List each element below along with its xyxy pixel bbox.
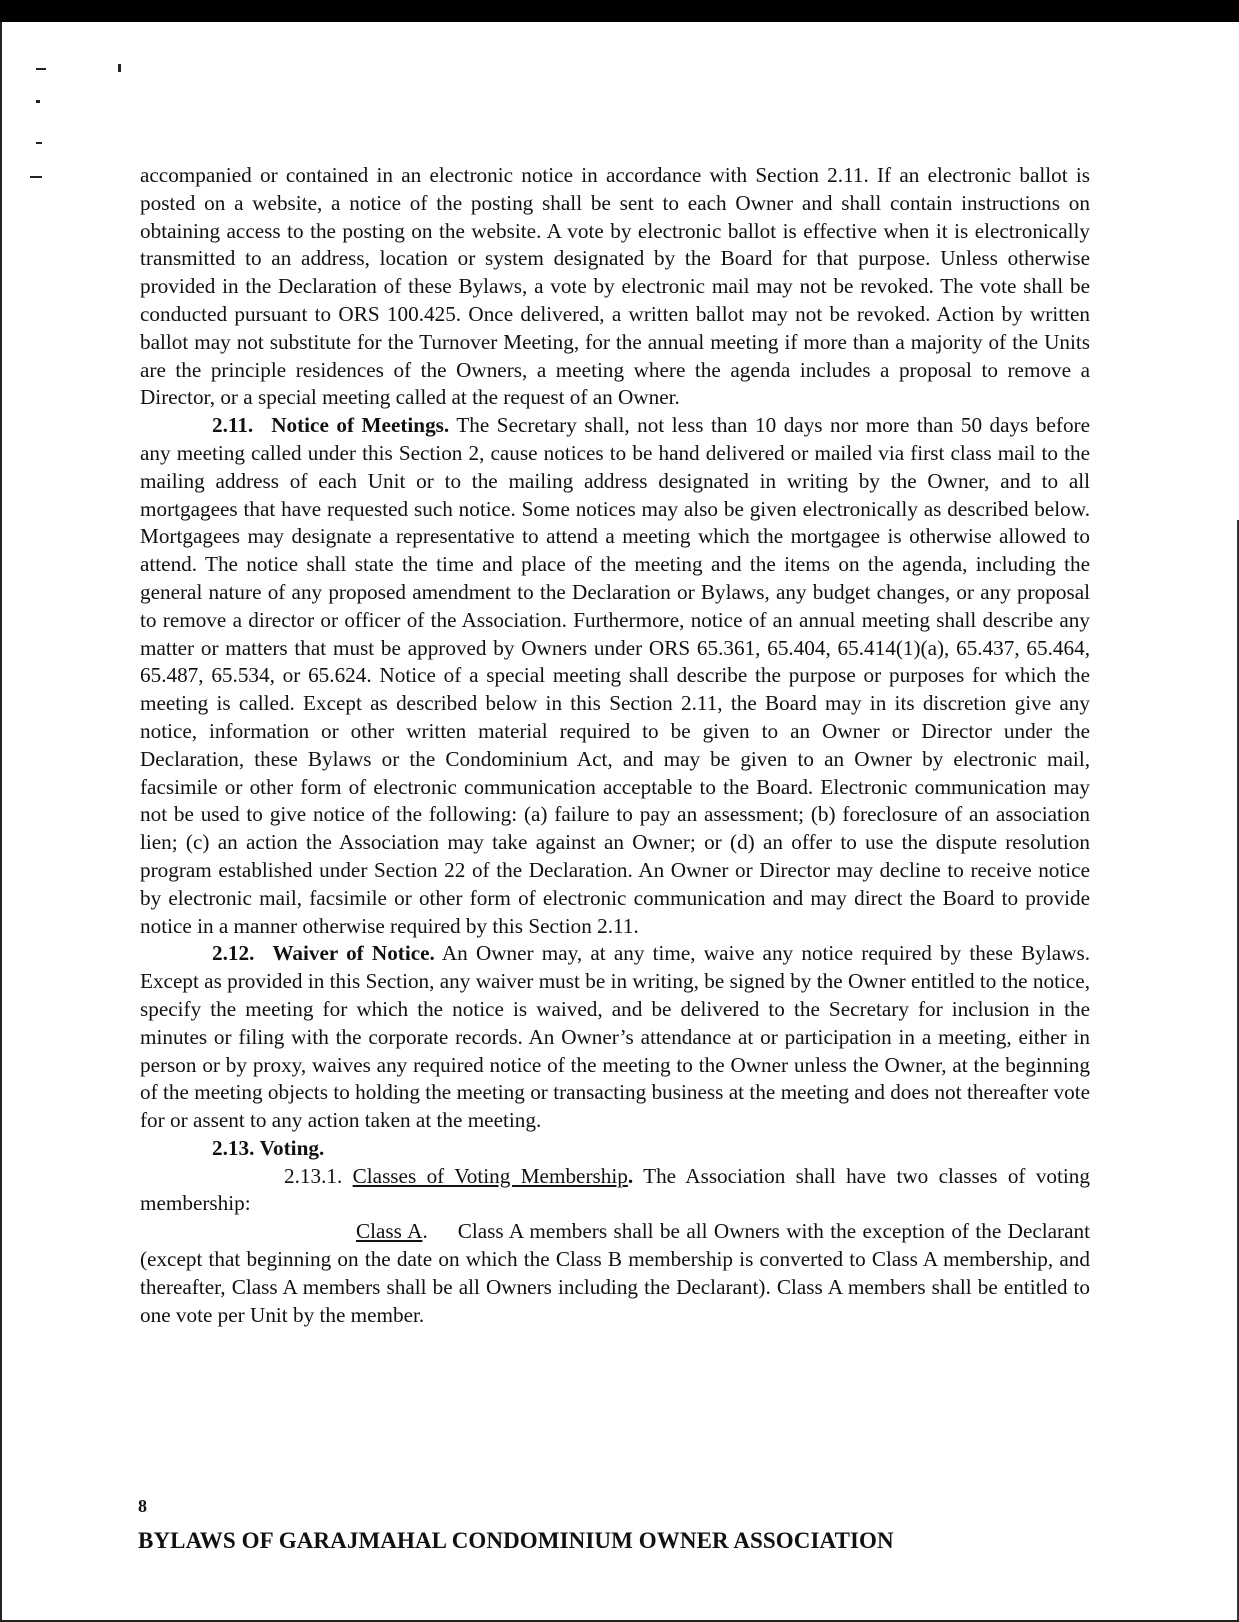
class-a-paragraph: Class A. Class A members shall be all Owners with the exception of the Declarant (except that beginning on the date on which the Class B membership is converted to Class A membership, and thereafter, Class A members shall be all Owners including the Declarant). Class A members shall be entitled to one vote per Unit by the member. <box>140 1219 1090 1327</box>
section-title: Voting. <box>259 1135 325 1160</box>
document-footer-title: BYLAWS OF GARAJMAHAL CONDOMINIUM OWNER ASSOCIATION <box>138 1528 894 1553</box>
section-title: Classes of Voting Membership <box>352 1163 628 1188</box>
scan-artifact <box>36 142 42 144</box>
scan-left-border <box>0 22 2 1622</box>
section-number: 2.13. <box>212 1135 255 1160</box>
section-2-11 <box>140 412 1090 940</box>
section-2-13-1: 2.13.1. Classes of Voting Membership. The Association shall have two classes of voting membership: <box>140 1163 1090 1216</box>
paragraph-ballot-continued: accompanied or contained in an electronic notice in accordance with Section 2.11. If an electronic ballot is posted on a website, a notice of the posting shall be sent to each Owner and shall contain instructions on obtaining access to the posting on the website. A vote by electronic ballot is effective when it is electronically transmitted to an address, location or system designated by the Board for that purpose. Unless otherwise provided in the Declaration of these Bylaws, a vote by electronic mail may not be revoked. The vote shall be conducted pursuant to ORS 100.425. Once delivered, a written ballot may not be revoked. Action by written ballot may not substitute for the Turnover Meeting, for the annual meeting if more than a majority of the Units are the principle residences of the Owners, a meeting where the agenda includes a proposal to remove a Director, or a special meeting called at the request of an Owner. <box>140 163 1090 410</box>
section-2-12 <box>140 940 1090 1135</box>
class-title: Class A <box>356 1219 423 1244</box>
section-text: The Association shall have two classes of voting membership: <box>140 1163 1090 1216</box>
class-text: Class A members shall be all Owners with the exception of the Declarant (except that beginning on the date on which the Class B membership is converted to Class A membership, and thereafter, Class A members shall be all Owners including the Declarant). Class A members shall be entitled to one vote per Unit by the member. <box>140 1219 1090 1327</box>
page-number: 8 <box>138 1496 147 1516</box>
document-page <box>140 162 1090 1329</box>
scan-artifact <box>118 64 121 72</box>
section-number: 2.12. <box>212 941 255 966</box>
section-2-13 <box>140 1135 1090 1163</box>
section-text: An Owner may, at any time, waive any notice required by these Bylaws. Except as provided in this Section, any waiver must be in writing, be signed by the Owner entitled to the notice, specify the meeting for which the notice is waived, and be delivered to the Secretary for inclusion in the minutes or filing with the corporate records. An Owner’s attendance at or participation in a meeting, either in person or by proxy, waives any required notice of the meeting to the Owner unless the Owner, at the beginning of the meeting objects to holding the meeting or transacting business at the meeting and does not thereafter vote for or assent to any action taken at the meeting. <box>140 941 1090 1133</box>
scan-artifact <box>36 100 40 103</box>
scan-artifact <box>30 176 42 178</box>
section-number: 2.11. <box>212 413 254 438</box>
section-title: Waiver of Notice. <box>272 941 435 966</box>
section-text: The Secretary shall, not less than 10 days nor more than 50 days before any meeting called under this Section 2, cause notices to be hand delivered or mailed via first class mail to the mailing address of each Unit or to the mailing address designated in writing by the Owner, and to all mortgagees that have requested such notice. Some notices may also be given electronically as described below. Mortgagees may designate a representative to attend a meeting which the mortgagee is otherwise allowed to attend. The notice shall state the time and place of the meeting and the items on the agenda, including the general nature of any proposed amendment to the Declaration or Bylaws, any budget changes, or any proposal to remove a director or officer of the Association. Furthermore, notice of an annual meeting shall describe any matter or matters that must be approved by Owners under ORS 65.361, 65.404, 65.414(1)(a), 65.437, 65.464, 65.487, 65.534, or 65.624. Notice of a special meeting shall describe the purpose or purposes for which the meeting is called. Except as described below in this Section 2.11, the Board may in its discretion give any notice, information or other written material required to be given to an Owner or Director under the Declaration, these Bylaws or the Condominium Act, and may be given to an Owner by electronic mail, facsimile or other form of electronic communication acceptable to the Board. Electronic communication may not be used to give notice of the following: (a) failure to pay an assessment; (b) foreclosure of an association lien; (c) an action the Association may take against an Owner; or (d) an offer to use the dispute resolution program established under Section 22 of the Declaration. An Owner or Director may decline to receive notice by electronic mail, facsimile or other form of electronic communication and may direct the Board to provide notice in a manner otherwise required by this Section 2.11. <box>140 413 1090 938</box>
section-number: 2.13.1. <box>284 1163 343 1188</box>
scan-top-border <box>0 0 1239 22</box>
scan-artifact <box>36 68 46 70</box>
section-title: Notice of Meetings. <box>271 413 450 438</box>
